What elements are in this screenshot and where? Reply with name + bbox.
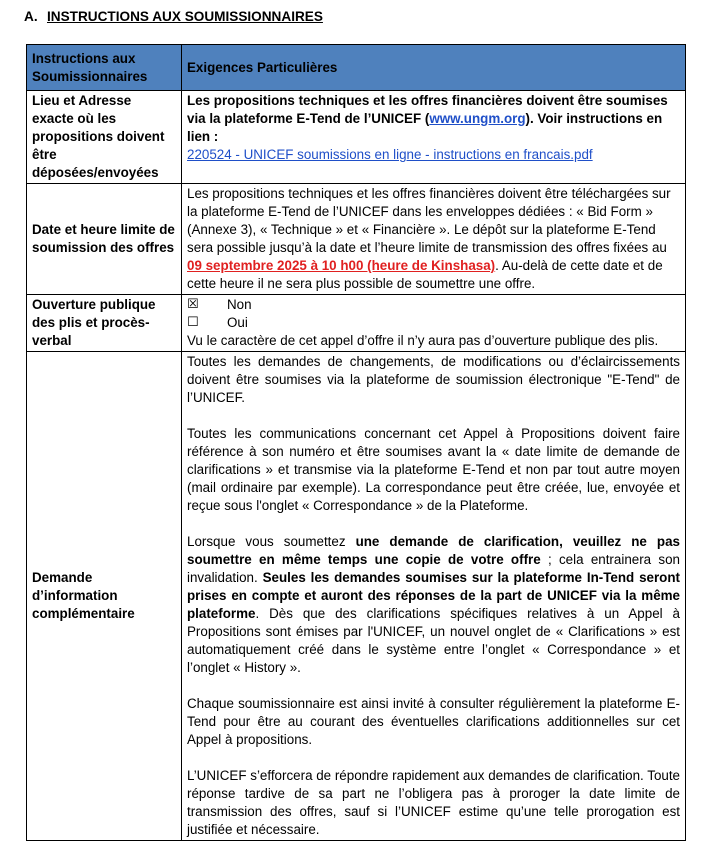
option-non-label: Non (227, 297, 252, 312)
table-row-ouverture (27, 295, 686, 352)
row-label-date: Date et heure limite de soumission des offres (27, 184, 182, 295)
demande-paragraph-2: Toutes les communications concernant cet Appel à Propositions doivent faire référence à son numéro et être soumises avant la « date limite de demande de clarifications » et transmise via la plateforme E-Tend et non par tout autre moyen (mail ordinaire par exemple). La correspondance peut être créée, lue, envoyée et reçue sous l'onglet « Correspondance » de la Plateforme. (187, 426, 680, 513)
p3-text-e: . Dès que des clarifications spécifiques relatives à un Appel à Propositions sont émises par l'UNICEF, un nouvel onglet de « Clarifications » est automatiquement créé dans le système entre l’onglet « Correspondance » et l’onglet « History ». (187, 606, 680, 675)
p3-text-c: ; cela entrainera son invalidation. (187, 552, 680, 585)
option-oui (187, 314, 680, 332)
row-content-demande (182, 352, 686, 841)
p3-bold-d: Seules les demandes soumises sur la plateforme In-Tend seront prises en compte et auront des réponses de la part de UNICEF via la même plateforme (187, 570, 681, 621)
row-content-date (182, 184, 686, 295)
row-content-ouverture (182, 295, 686, 352)
header-col-exigences: Exigences Particulières (182, 45, 686, 91)
deadline-text: 09 septembre 2025 à 10 h00 (heure de Kinshasa) (187, 258, 496, 273)
row-content-lieu (182, 91, 686, 184)
demande-paragraph-1: Toutes les demandes de changements, de modifications ou d’éclaircissements doivent être soumises via la plateforme de soumission électronique "E-Tend" de l’UNICEF. (187, 354, 680, 405)
ungm-link[interactable]: www.ungm.org (429, 111, 526, 126)
section-heading (24, 9, 323, 24)
table-header-row (27, 45, 686, 91)
lieu-text-b: ). Voir instructions en lien : (187, 111, 663, 144)
date-text-b: . Au-delà de cette date et de cette heure il ne sera plus possible de soumettre une offre. (187, 258, 663, 291)
section-title: INSTRUCTIONS AUX SOUMISSIONNAIRES (47, 9, 323, 24)
instructions-table (26, 44, 686, 841)
section-number: A. (24, 9, 38, 24)
option-non (187, 296, 680, 314)
unchecked-box-icon: ☐ (187, 315, 199, 330)
row-label-lieu: Lieu et Adresse exacte où les propositions doivent être déposées/envoyées (27, 91, 182, 184)
checked-box-icon: ☒ (187, 297, 199, 312)
demande-paragraph-3 (187, 533, 680, 677)
row-label-demande: Demande d’information complémentaire (27, 352, 182, 841)
table-row-demande (27, 352, 686, 841)
p3-bold-b: une demande de clarification, veuillez ne pas soumettre en même temps une copie de votre offre (187, 534, 680, 567)
option-oui-label: Oui (227, 315, 248, 330)
instructions-pdf-link[interactable]: 220524 - UNICEF soumissions en ligne - instructions en francais.pdf (187, 147, 593, 162)
table-row-lieu (27, 91, 686, 184)
row-label-ouverture: Ouverture publique des plis et procès-verbal (27, 295, 182, 352)
ouverture-note: Vu le caractère de cet appel d’offre il n’y aura pas d’ouverture publique des plis. (187, 333, 659, 348)
table-row-date (27, 184, 686, 295)
p3-text-a: Lorsque vous soumettez (187, 534, 356, 549)
demande-paragraph-4: Chaque soumissionnaire est ainsi invité à consulter régulièrement la plateforme E-Tend pour être au courant des éventuelles clarifications additionnelles sur cet Appel à propositions. (187, 696, 680, 747)
lieu-text-a: Les propositions techniques et les offres financières doivent être soumises via la plateforme E-Tend de l’UNICEF ( (187, 93, 668, 126)
date-text-a: Les propositions techniques et les offres financières doivent être téléchargées sur la plateforme E-Tend de l’UNICEF dans les enveloppes dédiées : « Bid Form » (Annexe 3), « Technique » et « Financière ». Le dépôt sur la plateforme E-Tend sera possible jusqu’à la date et l’heure limite de transmission des offres fixées au (187, 186, 671, 255)
header-col-instructions: Instructions aux Soumissionnaires (27, 45, 182, 91)
demande-paragraph-5: L’UNICEF s’efforcera de répondre rapidement aux demandes de clarification. Toute réponse tardive de sa part ne l’obligera pas à proroger la date limite de transmission des offres, sauf si l’UNICEF estime qu’une telle prorogation est justifiée et nécessaire. (187, 768, 680, 837)
